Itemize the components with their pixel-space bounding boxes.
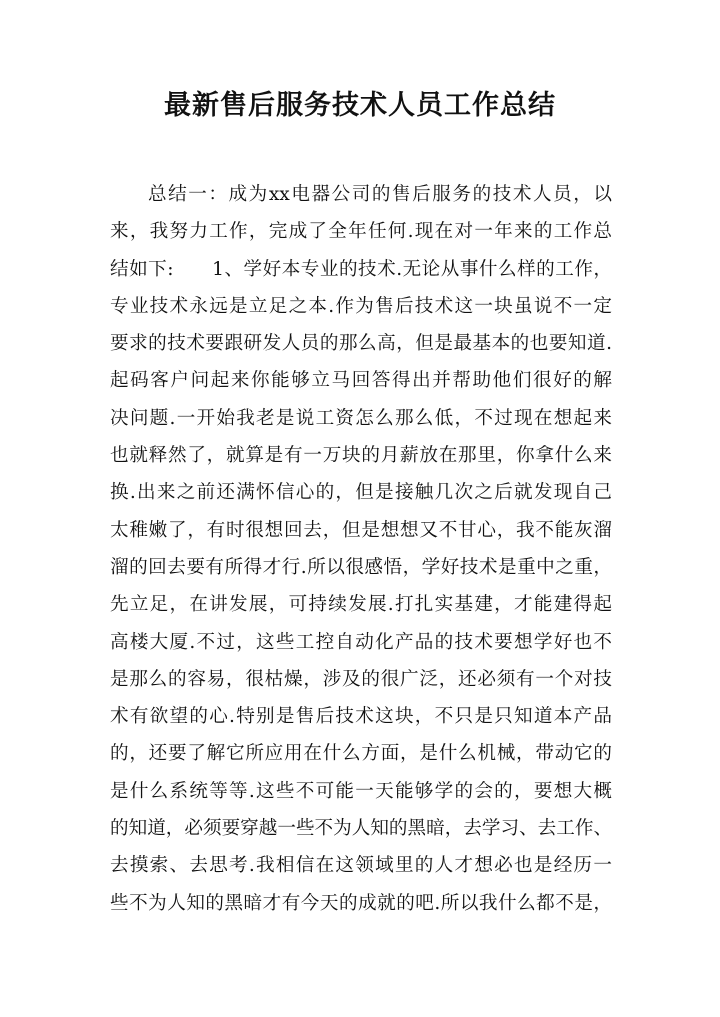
- body-line: 的，还要了解它所应用在什么方面，是什么机械，带动它的: [110, 743, 612, 765]
- body-line: 些不为人知的黑暗才有今天的成就的吧.所以我什么都不是，: [110, 892, 612, 914]
- body-line: 总结一：成为xx电器公司的售后服务的技术人员，以: [148, 184, 612, 205]
- document-body: [110, 176, 612, 922]
- body-line: 换.出来之前还满怀信心的，但是接触几次之后就发现自己: [110, 482, 612, 504]
- body-line: 的知道，必须要穿越一些不为人知的黑暗，去学习、去工作、: [110, 818, 612, 840]
- body-line: 高楼大厦.不过，这些工控自动化产品的技术要想学好也不: [110, 631, 612, 653]
- body-line: 太稚嫩了，有时很想回去，但是想想又不甘心，我不能灰溜: [110, 519, 612, 541]
- body-line: 是什么系统等等.这些不可能一天能够学的会的，要想大概: [110, 780, 612, 802]
- body-line: 溜的回去要有所得才行.所以很感悟，学好技术是重中之重，: [110, 556, 612, 578]
- body-line: 起码客户问起来你能够立马回答得出并帮助他们很好的解: [110, 370, 612, 392]
- body-line: 结如下: 1、学好本专业的技术.无论从事什么样的工作，: [110, 258, 612, 280]
- body-line: 要求的技术要跟研发人员的那么高，但是最基本的也要知道.: [110, 333, 612, 355]
- body-line: 来，我努力工作，完成了全年任何.现在对一年来的工作总: [110, 221, 612, 243]
- body-line: 是那么的容易，很枯燥，涉及的很广泛，还必须有一个对技: [110, 668, 612, 690]
- body-line: 先立足，在讲发展，可持续发展.打扎实基建，才能建得起: [110, 594, 612, 616]
- body-line: 术有欲望的心.特别是售后技术这块，不只是只知道本产品: [110, 706, 612, 728]
- document-title: 最新售后服务技术人员工作总结: [164, 90, 556, 121]
- body-line: 也就释然了，就算是有一万块的月薪放在那里，你拿什么来: [110, 445, 612, 467]
- body-line: 决问题.一开始我老是说工资怎么那么低，不过现在想起来: [110, 407, 612, 429]
- body-line: 去摸索、去思考.我相信在这领域里的人才想必也是经历一: [110, 855, 612, 877]
- body-line: 专业技术永远是立足之本.作为售后技术这一块虽说不一定: [110, 295, 612, 317]
